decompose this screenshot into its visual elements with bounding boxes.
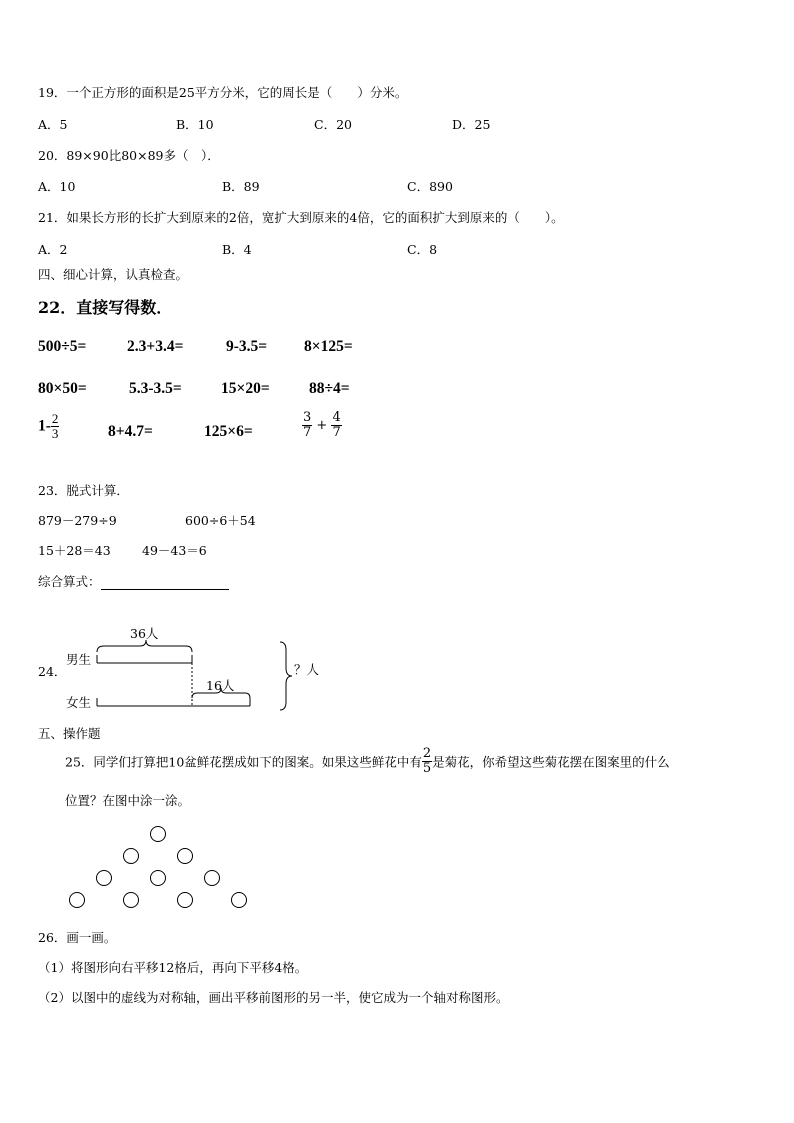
q19-option-c[interactable]: C．20	[314, 117, 352, 132]
flower-circle[interactable]	[123, 892, 139, 908]
q20-stem: 20．89×90比80×89多（ ）．	[38, 148, 220, 163]
q20-option-b[interactable]: B．89	[222, 179, 260, 194]
q22-title: 22．直接写得数．	[38, 298, 173, 317]
q21-option-a[interactable]: A．2	[38, 242, 68, 257]
q19-stem: 19．一个正方形的面积是25平方分米，它的周长是（ ）分米。	[38, 85, 408, 100]
q22-r3-c1: 1- $\frac{2}{3}$	[38, 411, 59, 441]
q22-r3-c2: 8+4.7=	[108, 423, 153, 440]
flower-circle[interactable]	[69, 892, 85, 908]
q22-r2-c3: 15×20=	[221, 380, 270, 397]
q22-r1-c3: 9-3.5=	[226, 338, 268, 355]
q24-boys-label: 男生	[66, 652, 92, 667]
q19-option-a[interactable]: A．5	[38, 117, 68, 132]
q24-boys-brace	[97, 640, 192, 652]
q22-r2-c4: 88÷4=	[309, 380, 350, 397]
q23-expr2: 600÷6＋54	[185, 513, 256, 528]
q25-line2: 位置？在图中涂一涂。	[65, 793, 191, 808]
flower-circle[interactable]	[96, 870, 112, 886]
q23-eq2: 49－43＝6	[142, 543, 207, 558]
q24-number: 24．	[38, 664, 67, 679]
q22-r3-c4: $\frac{3}{7}$ + $\frac{4}{7}$	[303, 410, 341, 440]
q22-r1-c1: 500÷5=	[38, 338, 87, 355]
q25-line1: 25．同学们打算把10盆鲜花摆成如下的图案。如果这些鲜花中有 $\frac{2}{5}$ 是菊花，你希望这些菊花摆在图案里的什么	[65, 746, 670, 776]
q21-stem: 21．如果长方形的长扩大到原来的2倍，宽扩大到原来的4倍，它的面积扩大到原来的（ ）。	[38, 210, 564, 225]
q21-option-c[interactable]: C．8	[407, 242, 438, 257]
q24-total-brace	[280, 642, 292, 710]
flower-circle[interactable]	[150, 870, 166, 886]
section5-heading: 五、操作题	[38, 726, 101, 741]
q26-step1: （1）将图形向右平移12格后，再向下平移4格。	[38, 960, 308, 975]
q26-step2: （2）以图中的虚线为对称轴，画出平移前图形的另一半，使它成为一个轴对称图形。	[38, 990, 509, 1005]
q22-r1-c2: 2.3+3.4=	[127, 338, 184, 355]
flower-circle[interactable]	[177, 848, 193, 864]
flower-circle[interactable]	[204, 870, 220, 886]
flower-circle[interactable]	[177, 892, 193, 908]
q23-combined: 综合算式：	[38, 572, 229, 590]
section4-heading: 四、细心计算，认真检查。	[38, 267, 189, 282]
q24-question: ？人	[294, 662, 320, 677]
q22-r2-c1: 80×50=	[38, 380, 87, 397]
q19-option-b[interactable]: B．10	[176, 117, 214, 132]
q22-r2-c2: 5.3-3.5=	[129, 380, 182, 397]
q21-option-b[interactable]: B．4	[222, 242, 252, 257]
q22-r1-c4: 8×125=	[304, 338, 353, 355]
q23-eq1: 15＋28＝43	[38, 543, 111, 558]
q20-option-c[interactable]: C．890	[407, 179, 453, 194]
flower-circle[interactable]	[150, 826, 166, 842]
q24-girls-segment	[97, 698, 250, 706]
q24-diff-brace	[192, 688, 250, 698]
flower-circle[interactable]	[123, 848, 139, 864]
q24-boys-segment	[97, 655, 192, 663]
q20-option-a[interactable]: A．10	[38, 179, 76, 194]
q19-option-d[interactable]: D．25	[452, 117, 491, 132]
flower-circle[interactable]	[231, 892, 247, 908]
q23-title: 23．脱式计算．	[38, 483, 129, 498]
q23-expr1: 879－279÷9	[38, 513, 117, 528]
q24-girls-label: 女生	[66, 695, 92, 710]
q24-diff-count: 16人	[206, 678, 235, 693]
q24-boys-count: 36人	[130, 626, 159, 641]
q26-title: 26．画一画。	[38, 930, 117, 945]
q22-r3-c3: 125×6=	[204, 423, 253, 440]
